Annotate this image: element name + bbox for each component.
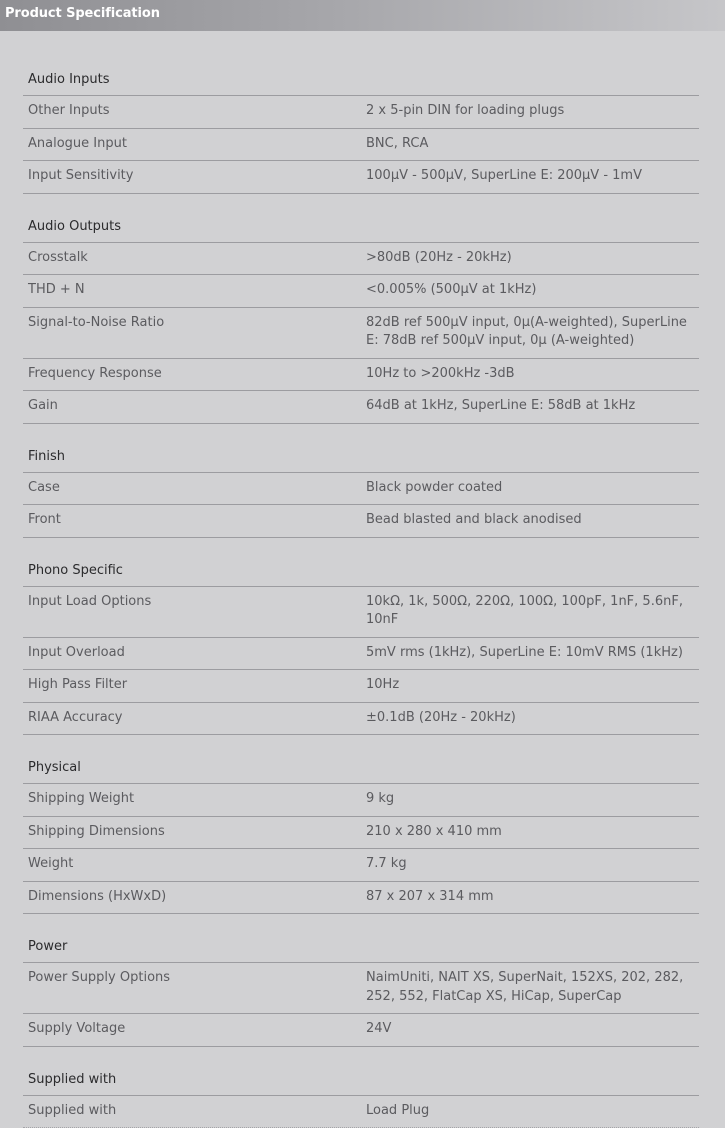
- spec-label: Input Overload: [23, 644, 366, 663]
- spec-value: >80dB (20Hz - 20kHz): [366, 249, 699, 268]
- spec-value: 10Hz to >200kHz -3dB: [366, 365, 699, 384]
- spec-row: [23, 849, 699, 882]
- spec-value: 87 x 207 x 314 mm: [366, 888, 699, 907]
- spec-label: Supply Voltage: [23, 1020, 366, 1039]
- spec-value: 210 x 280 x 410 mm: [366, 823, 699, 842]
- spec-row: [23, 670, 699, 703]
- spec-table: [23, 65, 699, 1128]
- spec-label: Shipping Dimensions: [23, 823, 366, 842]
- section-title: Phono Specific: [23, 556, 699, 587]
- spec-label: Power Supply Options: [23, 969, 366, 1006]
- spec-label: Crosstalk: [23, 249, 366, 268]
- spec-row: [23, 96, 699, 129]
- spec-value: 82dB ref 500µV input, 0µ(A-weighted), SuperLine E: 78dB ref 500µV input, 0µ (A-weighted): [366, 314, 699, 351]
- spec-value: Black powder coated: [366, 479, 699, 498]
- section-title: Supplied with: [23, 1065, 699, 1096]
- spec-row: [23, 817, 699, 850]
- section-supplied-with: [23, 1065, 699, 1128]
- spec-value: 24V: [366, 1020, 699, 1039]
- section-audio-outputs: [23, 212, 699, 424]
- spec-label: Shipping Weight: [23, 790, 366, 809]
- spec-row: [23, 882, 699, 915]
- section-title: Audio Outputs: [23, 212, 699, 243]
- spec-label: Other Inputs: [23, 102, 366, 121]
- spec-row: [23, 308, 699, 359]
- section-physical: [23, 753, 699, 914]
- spec-row: [23, 963, 699, 1014]
- spec-label: Gain: [23, 397, 366, 416]
- spec-row: [23, 473, 699, 506]
- spec-row: [23, 359, 699, 392]
- spec-value: 100µV - 500µV, SuperLine E: 200µV - 1mV: [366, 167, 699, 186]
- spec-row: [23, 703, 699, 736]
- spec-value: 5mV rms (1kHz), SuperLine E: 10mV RMS (1kHz): [366, 644, 699, 663]
- spec-label: Input Sensitivity: [23, 167, 366, 186]
- spec-label: Input Load Options: [23, 593, 366, 630]
- spec-header-bar: [0, 0, 725, 31]
- spec-value: Bead blasted and black anodised: [366, 511, 699, 530]
- page-title: Product Specification: [5, 6, 160, 21]
- spec-row: [23, 243, 699, 276]
- spec-row: [23, 1014, 699, 1047]
- spec-value: Load Plug: [366, 1102, 699, 1121]
- spec-row: [23, 391, 699, 424]
- spec-row: [23, 784, 699, 817]
- spec-label: THD + N: [23, 281, 366, 300]
- spec-label: High Pass Filter: [23, 676, 366, 695]
- section-title: Finish: [23, 442, 699, 473]
- spec-label: Weight: [23, 855, 366, 874]
- spec-label: Dimensions (HxWxD): [23, 888, 366, 907]
- spec-row: [23, 129, 699, 162]
- spec-label: Signal-to-Noise Ratio: [23, 314, 366, 351]
- spec-row: [23, 1096, 699, 1128]
- spec-row: [23, 161, 699, 194]
- spec-value: 2 x 5-pin DIN for loading plugs: [366, 102, 699, 121]
- section-finish: [23, 442, 699, 538]
- spec-value: BNC, RCA: [366, 135, 699, 154]
- spec-value: 10Hz: [366, 676, 699, 695]
- section-title: Audio Inputs: [23, 65, 699, 96]
- spec-value: 10kΩ, 1k, 500Ω, 220Ω, 100Ω, 100pF, 1nF, 5.6nF, 10nF: [366, 593, 699, 630]
- spec-label: RIAA Accuracy: [23, 709, 366, 728]
- section-power: [23, 932, 699, 1047]
- spec-row: [23, 505, 699, 538]
- section-phono-specific: [23, 556, 699, 736]
- section-title: Physical: [23, 753, 699, 784]
- spec-value: 9 kg: [366, 790, 699, 809]
- spec-row: [23, 275, 699, 308]
- spec-label: Analogue Input: [23, 135, 366, 154]
- spec-row: [23, 638, 699, 671]
- spec-label: Front: [23, 511, 366, 530]
- section-title: Power: [23, 932, 699, 963]
- section-audio-inputs: [23, 65, 699, 194]
- spec-label: Supplied with: [23, 1102, 366, 1121]
- spec-label: Case: [23, 479, 366, 498]
- spec-value: 7.7 kg: [366, 855, 699, 874]
- spec-value: ±0.1dB (20Hz - 20kHz): [366, 709, 699, 728]
- spec-value: 64dB at 1kHz, SuperLine E: 58dB at 1kHz: [366, 397, 699, 416]
- spec-row: [23, 587, 699, 638]
- spec-value: NaimUniti, NAIT XS, SuperNait, 152XS, 202, 282, 252, 552, FlatCap XS, HiCap, SuperCap: [366, 969, 699, 1006]
- spec-value: <0.005% (500µV at 1kHz): [366, 281, 699, 300]
- spec-label: Frequency Response: [23, 365, 366, 384]
